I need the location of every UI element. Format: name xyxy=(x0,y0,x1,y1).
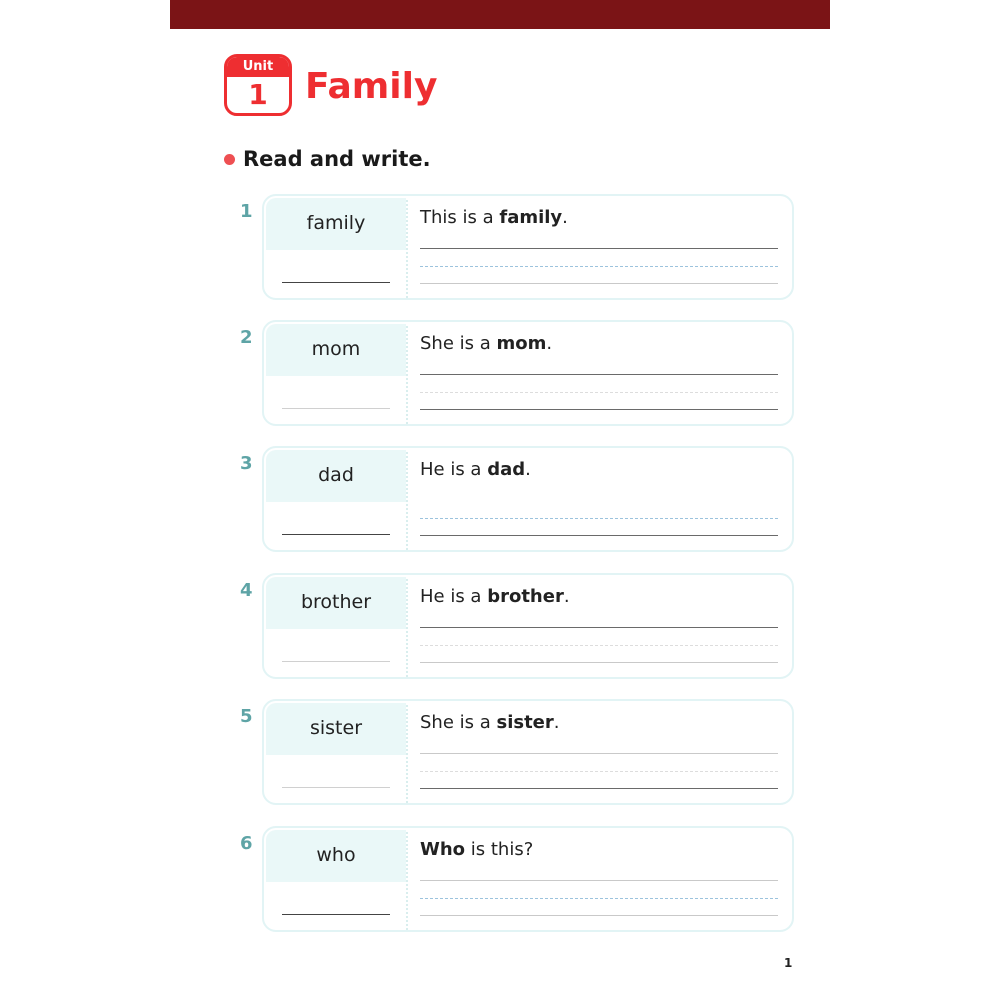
column-divider xyxy=(406,705,408,803)
word-write-line[interactable] xyxy=(282,661,390,662)
writing-line-top[interactable] xyxy=(420,248,778,249)
writing-line-top[interactable] xyxy=(420,627,778,628)
writing-line-top[interactable] xyxy=(420,880,778,881)
example-sentence: This is a family. xyxy=(420,207,568,228)
writing-line-mid xyxy=(420,518,778,519)
vocab-word: family xyxy=(266,198,406,250)
exercise-number: 1 xyxy=(240,201,253,222)
exercise-item xyxy=(240,826,800,936)
exercise-item xyxy=(240,446,800,556)
writing-line-top[interactable] xyxy=(420,753,778,754)
unit-title: Family xyxy=(305,66,438,107)
exercise-item xyxy=(240,573,800,683)
exercise-number: 3 xyxy=(240,453,253,474)
unit-badge xyxy=(224,54,292,116)
exercise-card xyxy=(262,826,794,932)
exercise-number: 2 xyxy=(240,327,253,348)
writing-line-bottom[interactable] xyxy=(420,788,778,789)
page-number: 1 xyxy=(784,956,793,970)
column-divider xyxy=(406,326,408,424)
vocab-word: brother xyxy=(266,577,406,629)
example-sentence: He is a brother. xyxy=(420,586,570,607)
word-write-line[interactable] xyxy=(282,282,390,283)
example-sentence: She is a mom. xyxy=(420,333,553,354)
unit-number: 1 xyxy=(248,78,268,111)
word-write-line[interactable] xyxy=(282,534,390,535)
exercise-card xyxy=(262,194,794,300)
column-divider xyxy=(406,200,408,298)
writing-line-bottom[interactable] xyxy=(420,915,778,916)
writing-line-bottom[interactable] xyxy=(420,662,778,663)
writing-line-bottom[interactable] xyxy=(420,409,778,410)
vocab-word: sister xyxy=(266,703,406,755)
writing-line-mid xyxy=(420,771,778,772)
example-sentence: He is a dad. xyxy=(420,459,531,480)
word-write-line[interactable] xyxy=(282,914,390,915)
exercise-card xyxy=(262,320,794,426)
word-write-line[interactable] xyxy=(282,408,390,409)
vocab-word: mom xyxy=(266,324,406,376)
column-divider xyxy=(406,579,408,677)
writing-line-mid xyxy=(420,392,778,393)
exercise-card xyxy=(262,699,794,805)
example-sentence: Who is this? xyxy=(420,839,534,860)
writing-line-top[interactable] xyxy=(420,374,778,375)
writing-line-top[interactable] xyxy=(420,500,778,501)
writing-line-bottom[interactable] xyxy=(420,535,778,536)
exercise-item xyxy=(240,194,800,304)
writing-line-mid xyxy=(420,266,778,267)
vocab-word: dad xyxy=(266,450,406,502)
exercise-item xyxy=(240,320,800,430)
top-bar xyxy=(170,0,830,29)
instruction-bullet-icon xyxy=(224,154,235,165)
writing-line-mid xyxy=(420,645,778,646)
example-sentence: She is a sister. xyxy=(420,712,560,733)
column-divider xyxy=(406,832,408,930)
exercise-card xyxy=(262,446,794,552)
exercise-card xyxy=(262,573,794,679)
exercise-number: 4 xyxy=(240,580,253,601)
writing-line-bottom[interactable] xyxy=(420,283,778,284)
column-divider xyxy=(406,452,408,550)
instruction-text: Read and write. xyxy=(243,147,431,171)
exercise-item xyxy=(240,699,800,809)
exercise-number: 6 xyxy=(240,833,253,854)
unit-label: Unit xyxy=(227,57,289,77)
word-write-line[interactable] xyxy=(282,787,390,788)
writing-line-mid xyxy=(420,898,778,899)
vocab-word: who xyxy=(266,830,406,882)
exercise-number: 5 xyxy=(240,706,253,727)
